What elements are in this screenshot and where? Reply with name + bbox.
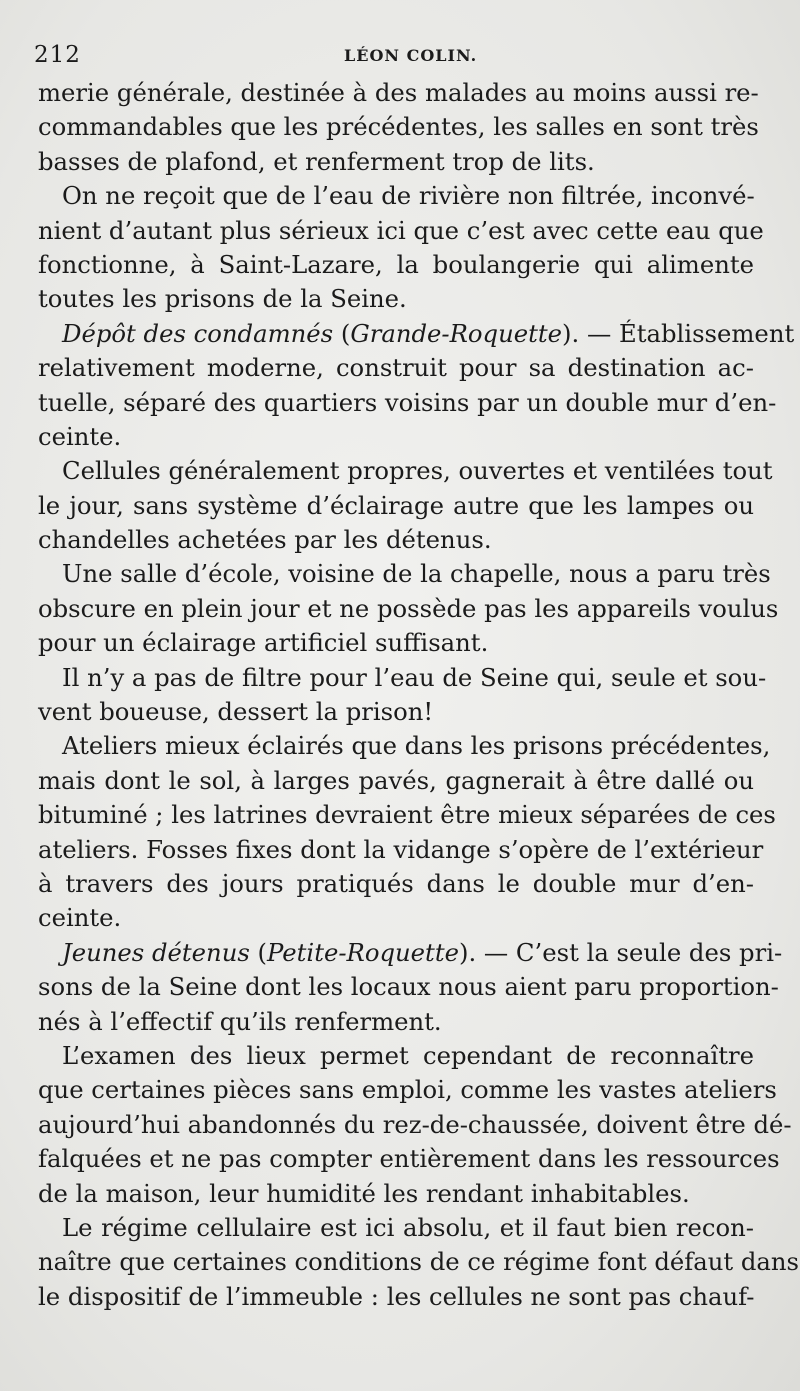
text-line — [38, 1280, 754, 1314]
line-text: Le régime cellulaire est ici absolu, et il faut bien recon- — [62, 1212, 754, 1242]
text-line — [38, 695, 754, 729]
line-text: ateliers. Fosses fixes dont la vidange s’opère de l’extérieur — [38, 834, 764, 864]
text-line — [38, 901, 754, 935]
text-line — [38, 592, 779, 626]
line-text: Ateliers mieux éclairés que dans les prisons précédentes, — [62, 731, 771, 761]
line-text: le dispositif de l’immeuble : les cellules ne sont pas chauf- — [38, 1281, 755, 1311]
text-line — [38, 833, 764, 867]
line-text: basses de plafond, et renferment trop de lits. — [38, 146, 595, 176]
line-text: mais dont le sol, à larges pavés, gagnerait à être dallé ou — [38, 765, 754, 795]
line-text: vent boueuse, dessert la prison! — [38, 697, 434, 727]
text-line — [38, 523, 754, 557]
text-line — [38, 729, 771, 763]
line-text: relativement moderne, construit pour sa destination ac- — [38, 353, 754, 383]
text-line — [38, 76, 759, 110]
line-text: le jour, sans système d’éclairage autre que les lampes ou — [38, 490, 754, 520]
line-text: que certaines pièces sans emploi, comme les vastes ateliers — [38, 1075, 777, 1105]
text-line — [38, 1211, 754, 1245]
line-text: obscure en plein jour et ne possède pas les appareils voulus — [38, 593, 779, 623]
italic-heading: Jeunes détenus — [62, 937, 250, 967]
text-line — [38, 454, 773, 488]
line-text: Une salle d’école, voisine de la chapelle, nous a paru très — [62, 559, 771, 589]
page-number: 212 — [34, 42, 81, 68]
text-line — [38, 970, 779, 1004]
text-line — [38, 1245, 800, 1279]
line-text: commandables que les précédentes, les salles en sont très — [38, 112, 759, 142]
line-text: naître que certaines conditions de ce régime font défaut dans — [38, 1247, 800, 1277]
body-text — [38, 76, 800, 1314]
line-text: nient d’autant plus sérieux ici que c’est avec cette eau que — [38, 215, 764, 245]
text-line: Jeunes détenus (Petite-Roquette). — C’est la seule des pri- — [62, 937, 783, 967]
line-text: bituminé ; les latrines devraient être mieux séparées de ces — [38, 800, 776, 830]
page-header — [34, 36, 764, 72]
text-line — [38, 351, 754, 385]
text-line — [38, 1142, 780, 1176]
line-text: nés à l’effectif qu’ils renferment. — [38, 1006, 442, 1036]
text-line — [38, 1177, 754, 1211]
line-text: pour un éclairage artificiel suffisant. — [38, 628, 489, 658]
line-text: aujourd’hui abandonnés du rez-de-chaussée, doivent être dé- — [38, 1109, 792, 1139]
text-line — [38, 145, 754, 179]
line-text: fonctionne, à Saint-Lazare, la boulangerie qui alimente — [38, 249, 754, 279]
text-line — [38, 764, 754, 798]
text-line — [38, 282, 754, 316]
line-text: merie générale, destinée à des malades au moins aussi re- — [38, 78, 759, 107]
line-text: toutes les prisons de la Seine. — [38, 284, 407, 314]
text-line — [38, 179, 754, 213]
text-line — [38, 110, 759, 144]
line-text: . — C’est la seule des pri- — [468, 937, 783, 967]
text-line — [38, 557, 771, 591]
line-text: L’examen des lieux permet cependant de reconnaître — [62, 1040, 754, 1070]
text-line — [38, 214, 764, 248]
line-text: sons de la Seine dont les locaux nous aient paru proportion- — [38, 972, 779, 1002]
text-line — [38, 626, 754, 660]
line-text: . — Établissement — [571, 318, 795, 348]
line-text: tuelle, séparé des quartiers voisins par un double mur d’en- — [38, 387, 777, 417]
italic-parenthetical: Petite-Roquette — [267, 937, 459, 967]
text-line — [38, 420, 754, 454]
italic-parenthetical: Grande-Roquette — [350, 318, 563, 348]
text-line — [38, 489, 754, 523]
line-text: falquées et ne pas compter entièrement dans les ressources — [38, 1144, 780, 1174]
text-line — [38, 661, 767, 695]
text-line: Dépôt des condamnés (Grande-Roquette). — Établissement — [62, 318, 795, 348]
text-line — [38, 1039, 754, 1073]
line-text: On ne reçoit que de l’eau de rivière non filtrée, inconvé- — [62, 181, 755, 211]
line-text: ceinte. — [38, 903, 122, 933]
line-text: Cellules généralement propres, ouvertes et ventilées tout — [62, 456, 773, 486]
text-line — [38, 798, 776, 832]
running-head: LÉON COLIN. — [344, 46, 478, 65]
italic-heading: Dépôt des condamnés — [62, 318, 334, 348]
text-line — [38, 1073, 777, 1107]
line-text: à travers des jours pratiqués dans le double mur d’en- — [38, 868, 754, 898]
line-text: ceinte. — [38, 421, 122, 451]
text-line — [38, 1005, 754, 1039]
text-line — [38, 248, 754, 282]
text-line — [38, 386, 777, 420]
text-line — [38, 867, 754, 901]
line-text: Il n’y a pas de filtre pour l’eau de Seine qui, seule et sou- — [62, 662, 767, 692]
line-text: de la maison, leur humidité les rendant inhabitables. — [38, 1178, 690, 1208]
text-line — [38, 1108, 792, 1142]
line-text: chandelles achetées par les détenus. — [38, 525, 492, 555]
